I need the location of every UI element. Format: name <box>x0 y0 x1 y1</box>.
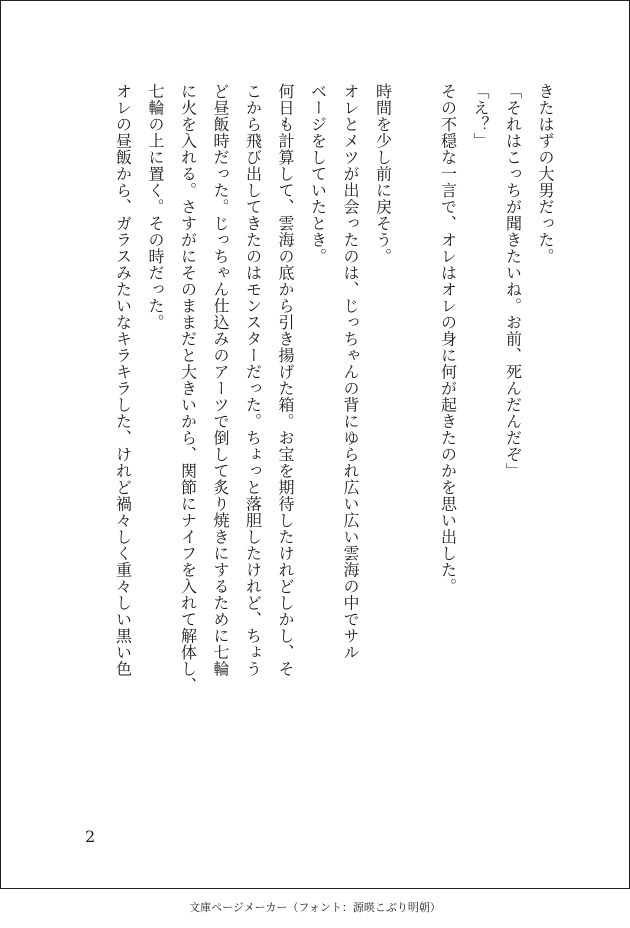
vertical-text-body <box>106 83 561 783</box>
text-line: 「え？」 <box>471 83 490 149</box>
text-line: こから飛び出してきたのはモンスターだった。ちょっと落胆したけれど、ちょう <box>243 83 263 677</box>
text-line: に火を入れる。さすがにそのままだと大きいから、関節にナイフを入れて解体し、 <box>178 83 198 694</box>
page-number: 2 <box>85 827 96 846</box>
footer-credit: 文庫ページメーカー（フォント：源暎こぶり明朝） <box>189 901 441 914</box>
text-line: ベージをしていたとき。 <box>308 83 328 265</box>
text-line: その不穏な一言で、オレはオレの身に何が起きたのかを思い出した。 <box>438 83 458 595</box>
text-line: 時間を少し前に戻そう。 <box>373 83 393 265</box>
text-line: オレの昼飯から、ガラスみたいなキラキラした、けれど禍々しく重々しい黒い色 <box>113 83 133 677</box>
blank-line <box>399 83 432 783</box>
text-line: 「それはこっちが聞きたいね。お前、死んだんだぞ」 <box>503 83 523 479</box>
text-line: 何日も計算して、雲海の底から引き揚げた箱。お宝を期待したけれどしかし、そ <box>276 83 295 677</box>
text-line: ど昼飯時だった。じっちゃん仕込みのアーツで倒して炙り焼きにするために七輪 <box>211 83 230 677</box>
text-line: きたはずの大男だった。 <box>536 83 555 265</box>
text-line: 七輪の上に置く。その時だった。 <box>146 83 165 331</box>
text-line: オレとメツが出会ったのは、じっちゃんの背にゆられ広い広い雲海の中でサル <box>341 83 360 661</box>
